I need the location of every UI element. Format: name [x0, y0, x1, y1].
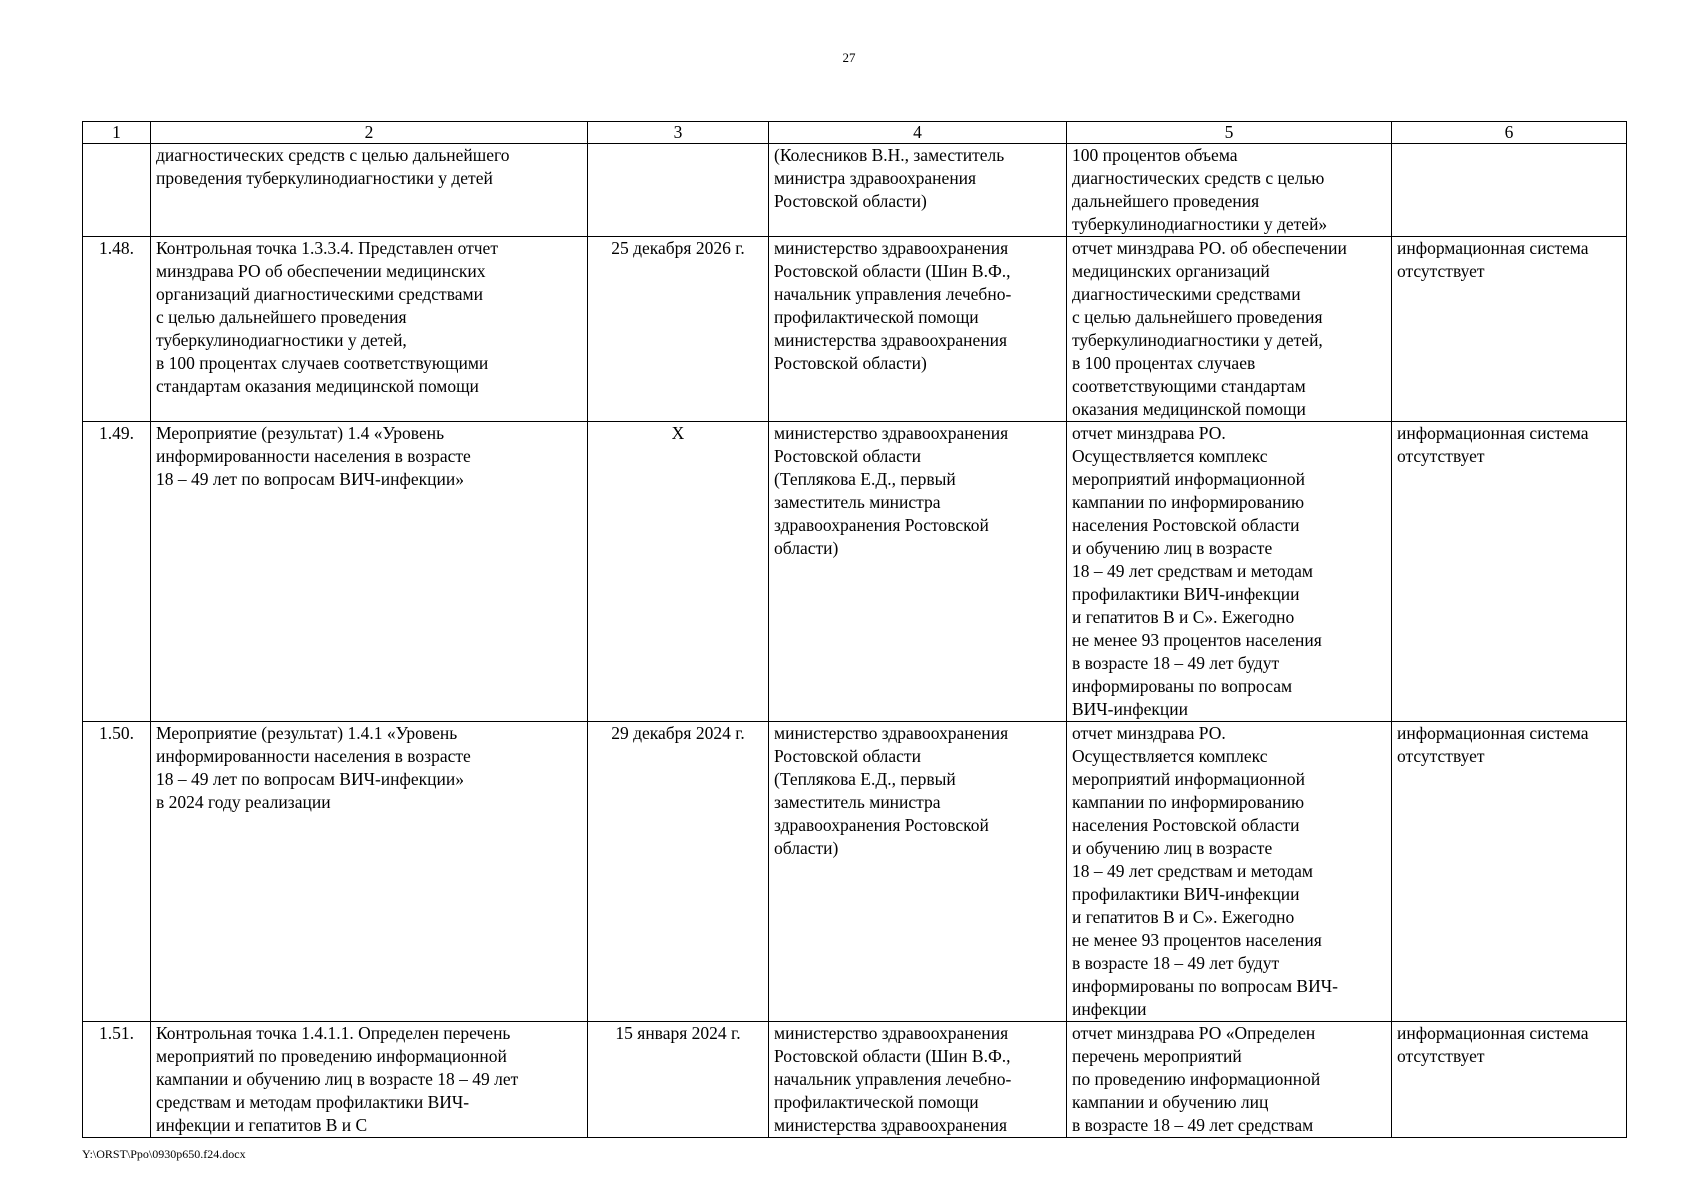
- row-responsible: (Колесников В.Н., заместитель министра здравоохранения Ростовской области): [769, 144, 1067, 237]
- row-result: отчет минздрава РО «Определен перечень мероприятий по проведению информационной кампании и обучению лиц в возрасте 18 – 49 лет средствам: [1067, 1022, 1392, 1138]
- table-header-row: [83, 122, 1627, 144]
- row-result: отчет минздрава РО. Осуществляется комплекс мероприятий информационной кампании по информированию населения Ростовской области и обучению лиц в возрасте 18 – 49 лет средствам и методам профилактики ВИЧ-инфекции и гепатитов В и С». Ежегодно не менее 93 процентов населения в возрасте 18 – 49 лет будут информированы по вопросам ВИЧ-инфекции: [1067, 422, 1392, 722]
- row-description: диагностических средств с целью дальнейшего проведения туберкулинодиагностики у детей: [151, 144, 588, 237]
- row-date: 15 января 2024 г.: [588, 1022, 769, 1138]
- row-result: 100 процентов объема диагностических средств с целью дальнейшего проведения туберкулинодиагностики у детей»: [1067, 144, 1392, 237]
- row-description: Контрольная точка 1.3.3.4. Представлен отчет минздрава РО об обеспечении медицинских организаций диагностическими средствами с целью дальнейшего проведения туберкулинодиагностики у детей, в 100 процентах случаев соответствующими стандартам оказания медицинской помощи: [151, 237, 588, 422]
- plan-table: [82, 121, 1627, 1138]
- row-responsible: министерство здравоохранения Ростовской области (Теплякова Е.Д., первый заместитель министра здравоохранения Ростовской области): [769, 422, 1067, 722]
- row-description: Контрольная точка 1.4.1.1. Определен перечень мероприятий по проведению информационной кампании и обучению лиц в возрасте 18 – 49 лет средствам и методам профилактики ВИЧ- инфекции и гепатитов В и С: [151, 1022, 588, 1138]
- row-number: [83, 144, 151, 237]
- row-result: отчет минздрава РО. Осуществляется комплекс мероприятий информационной кампании по информированию населения Ростовской области и обучению лиц в возрасте 18 – 49 лет средствам и методам профилактики ВИЧ-инфекции и гепатитов В и С». Ежегодно не менее 93 процентов населения в возрасте 18 – 49 лет будут информированы по вопросам ВИЧ- инфекции: [1067, 722, 1392, 1022]
- row-information-system: информационная система отсутствует: [1392, 422, 1627, 722]
- table-row: [83, 722, 1627, 1022]
- column-header: 4: [769, 122, 1067, 144]
- row-information-system: информационная система отсутствует: [1392, 237, 1627, 422]
- column-header: 3: [588, 122, 769, 144]
- column-header: 1: [83, 122, 151, 144]
- row-responsible: министерство здравоохранения Ростовской области (Теплякова Е.Д., первый заместитель министра здравоохранения Ростовской области): [769, 722, 1067, 1022]
- row-information-system: информационная система отсутствует: [1392, 1022, 1627, 1138]
- row-date: Х: [588, 422, 769, 722]
- row-number: 1.50.: [83, 722, 151, 1022]
- row-information-system: [1392, 144, 1627, 237]
- row-number: 1.51.: [83, 1022, 151, 1138]
- page-number: 27: [842, 50, 856, 65]
- row-description: Мероприятие (результат) 1.4 «Уровень информированности населения в возрасте 18 – 49 лет по вопросам ВИЧ-инфекции»: [151, 422, 588, 722]
- column-header: 6: [1392, 122, 1627, 144]
- row-responsible: министерство здравоохранения Ростовской области (Шин В.Ф., начальник управления лечебно- профилактической помощи министерства здравоохранения Ростовской области): [769, 237, 1067, 422]
- row-number: 1.49.: [83, 422, 151, 722]
- table-row: [83, 144, 1627, 237]
- table-row: [83, 1022, 1627, 1138]
- row-date: [588, 144, 769, 237]
- table-row: [83, 237, 1627, 422]
- row-result: отчет минздрава РО. об обеспечении медицинских организаций диагностическими средствами с целью дальнейшего проведения туберкулинодиагностики у детей, в 100 процентах случаев соответствующими стандартам оказания медицинской помощи: [1067, 237, 1392, 422]
- row-information-system: информационная система отсутствует: [1392, 722, 1627, 1022]
- row-responsible: министерство здравоохранения Ростовской области (Шин В.Ф., начальник управления лечебно- профилактической помощи министерства здравоохранения: [769, 1022, 1067, 1138]
- table-row: [83, 422, 1627, 722]
- row-description: Мероприятие (результат) 1.4.1 «Уровень информированности населения в возрасте 18 – 49 лет по вопросам ВИЧ-инфекции» в 2024 году реализации: [151, 722, 588, 1022]
- column-header: 2: [151, 122, 588, 144]
- column-header: 5: [1067, 122, 1392, 144]
- row-date: 25 декабря 2026 г.: [588, 237, 769, 422]
- row-date: 29 декабря 2024 г.: [588, 722, 769, 1022]
- file-path-footer: Y:\ORST\Ppo\0930p650.f24.docx: [82, 1147, 246, 1161]
- row-number: 1.48.: [83, 237, 151, 422]
